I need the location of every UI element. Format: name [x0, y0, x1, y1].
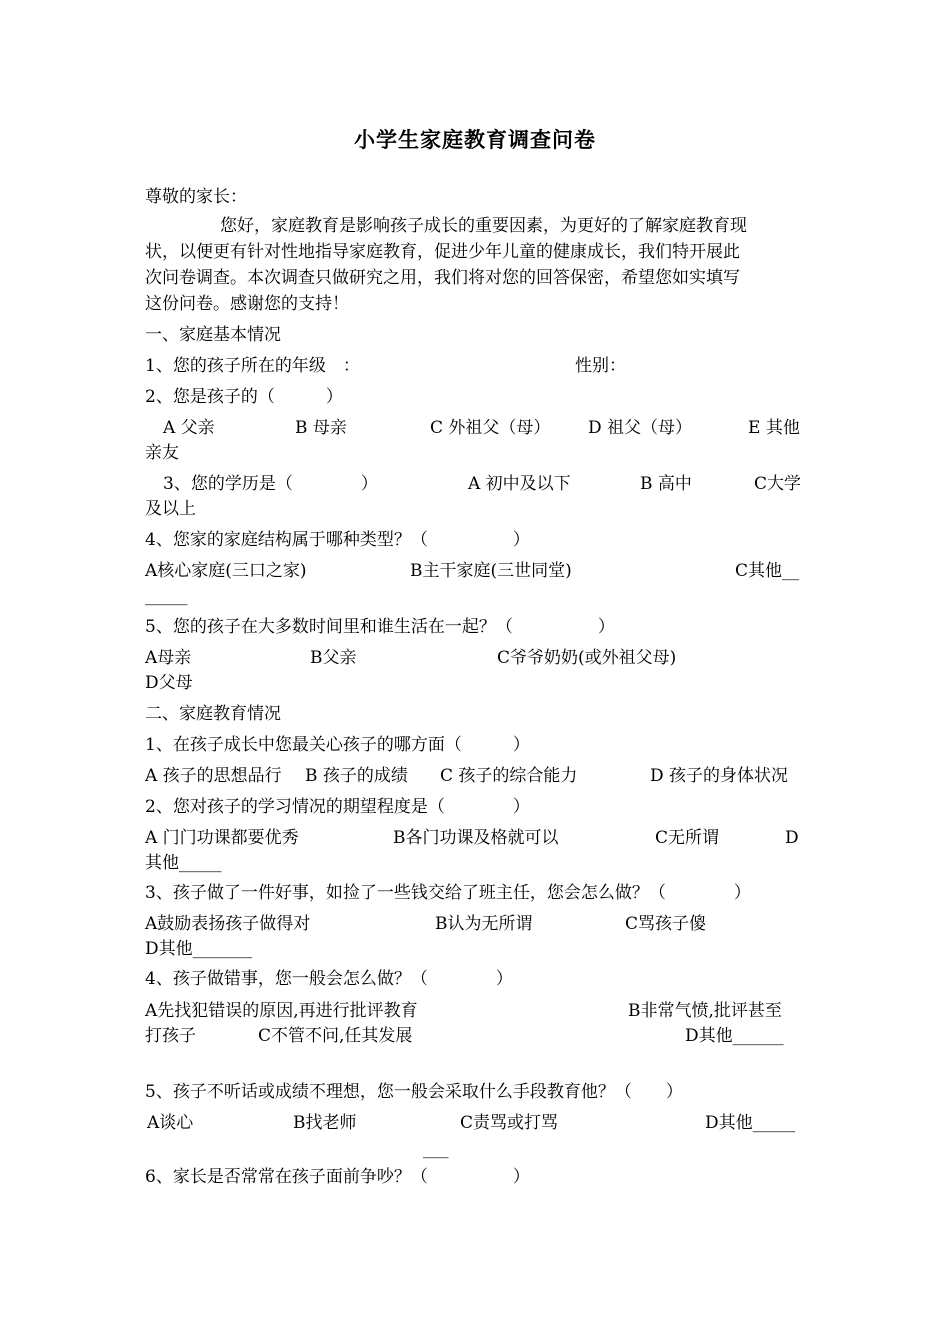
option[interactable]: C不管不问,任其发展: [258, 1026, 413, 1046]
option[interactable]: B父亲: [310, 648, 357, 668]
option[interactable]: B各门功课及格就可以: [393, 828, 559, 848]
option[interactable]: D其他______: [685, 1026, 784, 1046]
page-title: 小学生家庭教育调查问卷: [354, 127, 596, 152]
option[interactable]: B 母亲: [295, 418, 347, 438]
s1-q2-options-cont: 亲友: [145, 443, 179, 463]
intro-line-3: 次问卷调查。本次调查只做研究之用，我们将对您的回答保密，希望您如实填写: [145, 268, 740, 288]
option[interactable]: B找老师: [293, 1113, 357, 1133]
option[interactable]: B 高中: [640, 474, 692, 494]
intro-line-2: 状，以便更有针对性地指导家庭教育，促进少年儿童的健康成长，我们特开展此: [145, 242, 740, 262]
option[interactable]: C其他__: [735, 561, 800, 581]
option[interactable]: D 孩子的身体状况: [650, 766, 789, 786]
s1-question-5: 5、您的孩子在大多数时间里和谁生活在一起？（ ）: [145, 617, 615, 637]
s2-question-1: 1、在孩子成长中您最关心孩子的哪方面（ ）: [145, 735, 530, 755]
s2-question-4: 4、孩子做错事，您一般会怎么做？（ ）: [145, 969, 513, 989]
option[interactable]: C 外祖父（母）: [430, 418, 551, 438]
option[interactable]: A核心家庭(三口之家): [145, 561, 307, 581]
option[interactable]: B 孩子的成绩: [305, 766, 408, 786]
s1-q4-options-cont: _____: [145, 586, 188, 606]
option[interactable]: B非常气愤,批评甚至: [628, 1001, 782, 1021]
option[interactable]: C爷爷奶奶(或外祖父母): [497, 648, 677, 668]
option[interactable]: B认为无所谓: [435, 914, 533, 934]
s2-question-3: 3、孩子做了一件好事，如捡了一些钱交给了班主任，您会怎么做？（ ）: [145, 883, 751, 903]
option[interactable]: A 初中及以下: [468, 474, 571, 494]
intro-line-4: 这份问卷。感谢您的支持！: [145, 294, 349, 314]
s1-q3-options-cont: 及以上: [145, 499, 196, 519]
s2-q2-options-cont: 其他_____: [145, 853, 222, 873]
option[interactable]: A 孩子的思想品行: [145, 766, 282, 786]
s1-q3-text: 3、您的学历是（ ）: [163, 474, 378, 494]
option[interactable]: D: [785, 828, 799, 848]
option[interactable]: C无所谓: [655, 828, 720, 848]
intro-line-1: 您好，家庭教育是影响孩子成长的重要因素，为更好的了解家庭教育现: [220, 216, 747, 236]
option[interactable]: C 孩子的综合能力: [440, 766, 578, 786]
option[interactable]: A鼓励表扬孩子做得对: [145, 914, 311, 934]
s1-question-4: 4、您家的家庭结构属于哪种类型？（ ）: [145, 530, 530, 550]
s1-q1-gender-label: 性别：: [575, 356, 626, 376]
s2-question-6: 6、家长是否常常在孩子面前争吵？（ ）: [145, 1167, 530, 1187]
option[interactable]: A 门门功课都要优秀: [145, 828, 299, 848]
s2-q5-options-cont: ___: [423, 1139, 449, 1159]
option[interactable]: B主干家庭(三世同堂): [410, 561, 572, 581]
option[interactable]: A先找犯错误的原因,再进行批评教育: [145, 1001, 418, 1021]
s1-q1-grade-label: 1、您的孩子所在的年级 ：: [145, 356, 360, 376]
option[interactable]: C大学: [754, 474, 802, 494]
s1-q5-options-cont[interactable]: D父母: [145, 673, 193, 693]
option[interactable]: D其他_____: [705, 1113, 796, 1133]
option[interactable]: C责骂或打骂: [460, 1113, 559, 1133]
option[interactable]: D 祖父（母）: [588, 418, 693, 438]
option[interactable]: A母亲: [145, 648, 192, 668]
option[interactable]: C骂孩子傻: [625, 914, 707, 934]
s2-q3-options-cont[interactable]: D其他_______: [145, 939, 253, 959]
option[interactable]: A 父亲: [163, 418, 215, 438]
option-cont: 打孩子: [145, 1026, 196, 1046]
s2-question-2: 2、您对孩子的学习情况的期望程度是（ ）: [145, 797, 530, 817]
section-heading-basic: 一、家庭基本情况: [145, 325, 281, 345]
option[interactable]: E 其他: [748, 418, 800, 438]
section-heading-education: 二、家庭教育情况: [145, 704, 281, 724]
option[interactable]: A谈心: [147, 1113, 194, 1133]
s2-question-5: 5、孩子不听话或成绩不理想，您一般会采取什么手段教育他？（ ）: [145, 1082, 683, 1102]
greeting: 尊敬的家长：: [145, 187, 247, 207]
s1-question-2: 2、您是孩子的（ ）: [145, 387, 343, 407]
